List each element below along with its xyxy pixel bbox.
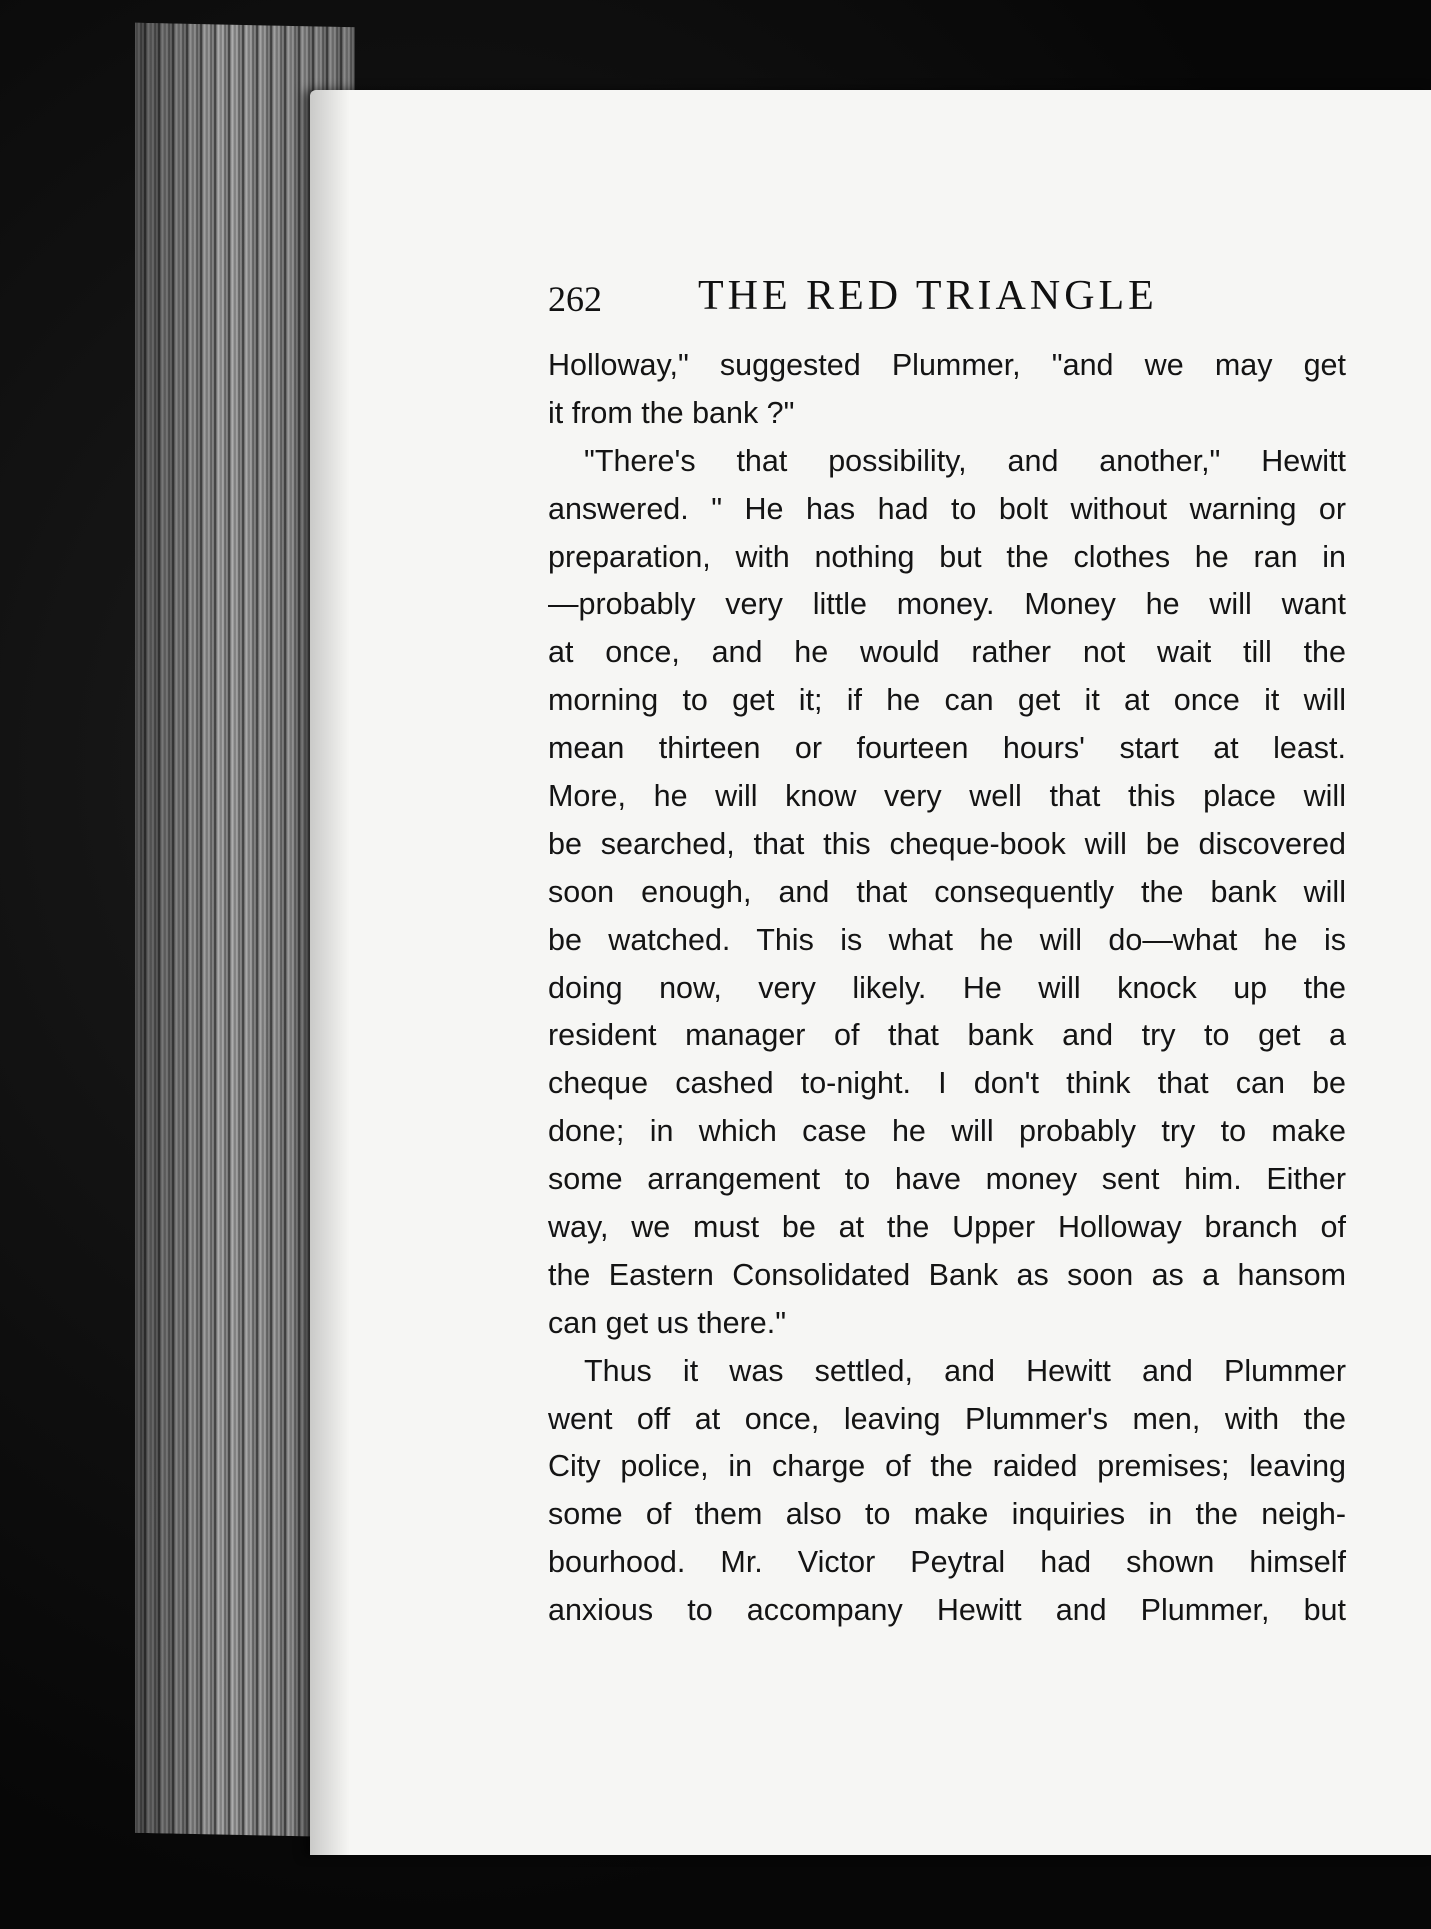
text-line: answered. " He has had to bolt without warning or <box>548 491 1346 526</box>
text-line: can get us there." <box>548 1305 787 1340</box>
text-line: preparation, with nothing but the clothes he ran in <box>548 539 1346 574</box>
paragraph <box>548 438 1346 1348</box>
text-line: way, we must be at the Upper Holloway branch of <box>548 1210 1346 1245</box>
text-line: resident manager of that bank and try to get a <box>548 1018 1346 1053</box>
book-title: THE RED TRIANGLE <box>698 273 1158 319</box>
text-line: soon enough, and that consequently the bank will <box>548 874 1346 909</box>
page-number: 262 <box>548 279 602 319</box>
page-gutter-shadow <box>310 90 350 1855</box>
text-line: be watched. This is what he will do—what he is <box>548 922 1346 957</box>
page-text-block <box>548 272 1346 1635</box>
text-line: be searched, that this cheque-book will be discovered <box>548 826 1346 861</box>
text-line: City police, in charge of the raided premises; leaving <box>548 1449 1346 1484</box>
text-line: Holloway," suggested Plummer, "and we may get <box>548 348 1346 382</box>
text-line: "There's that possibility, and another," Hewitt <box>584 443 1346 478</box>
paragraph <box>548 342 1346 438</box>
text-line: at once, and he would rather not wait till the <box>548 635 1346 670</box>
running-head <box>548 272 1346 342</box>
paragraph <box>548 1348 1346 1635</box>
text-line: mean thirteen or fourteen hours' start at least. <box>548 731 1346 766</box>
text-line: morning to get it; if he can get it at once it will <box>548 683 1346 718</box>
text-line: bourhood. Mr. Victor Peytral had shown himself <box>548 1545 1346 1580</box>
text-line: went off at once, leaving Plummer's men, with the <box>548 1401 1346 1436</box>
text-line: some of them also to make inquiries in the neigh- <box>548 1497 1346 1532</box>
text-line: cheque cashed to-night. I don't think that can be <box>548 1066 1346 1101</box>
text-line: doing now, very likely. He will knock up the <box>548 970 1346 1005</box>
text-line: it from the bank ?" <box>548 395 795 430</box>
text-line: Thus it was settled, and Hewitt and Plummer <box>584 1353 1346 1388</box>
text-line: —probably very little money. Money he will want <box>548 587 1346 622</box>
text-line: the Eastern Consolidated Bank as soon as a hansom <box>548 1257 1346 1292</box>
text-line: anxious to accompany Hewitt and Plummer, but <box>548 1593 1346 1628</box>
text-line: More, he will know very well that this place will <box>548 779 1346 814</box>
body-text <box>548 342 1346 1635</box>
text-line: some arrangement to have money sent him. Either <box>548 1162 1346 1197</box>
text-line: done; in which case he will probably try to make <box>548 1114 1346 1149</box>
